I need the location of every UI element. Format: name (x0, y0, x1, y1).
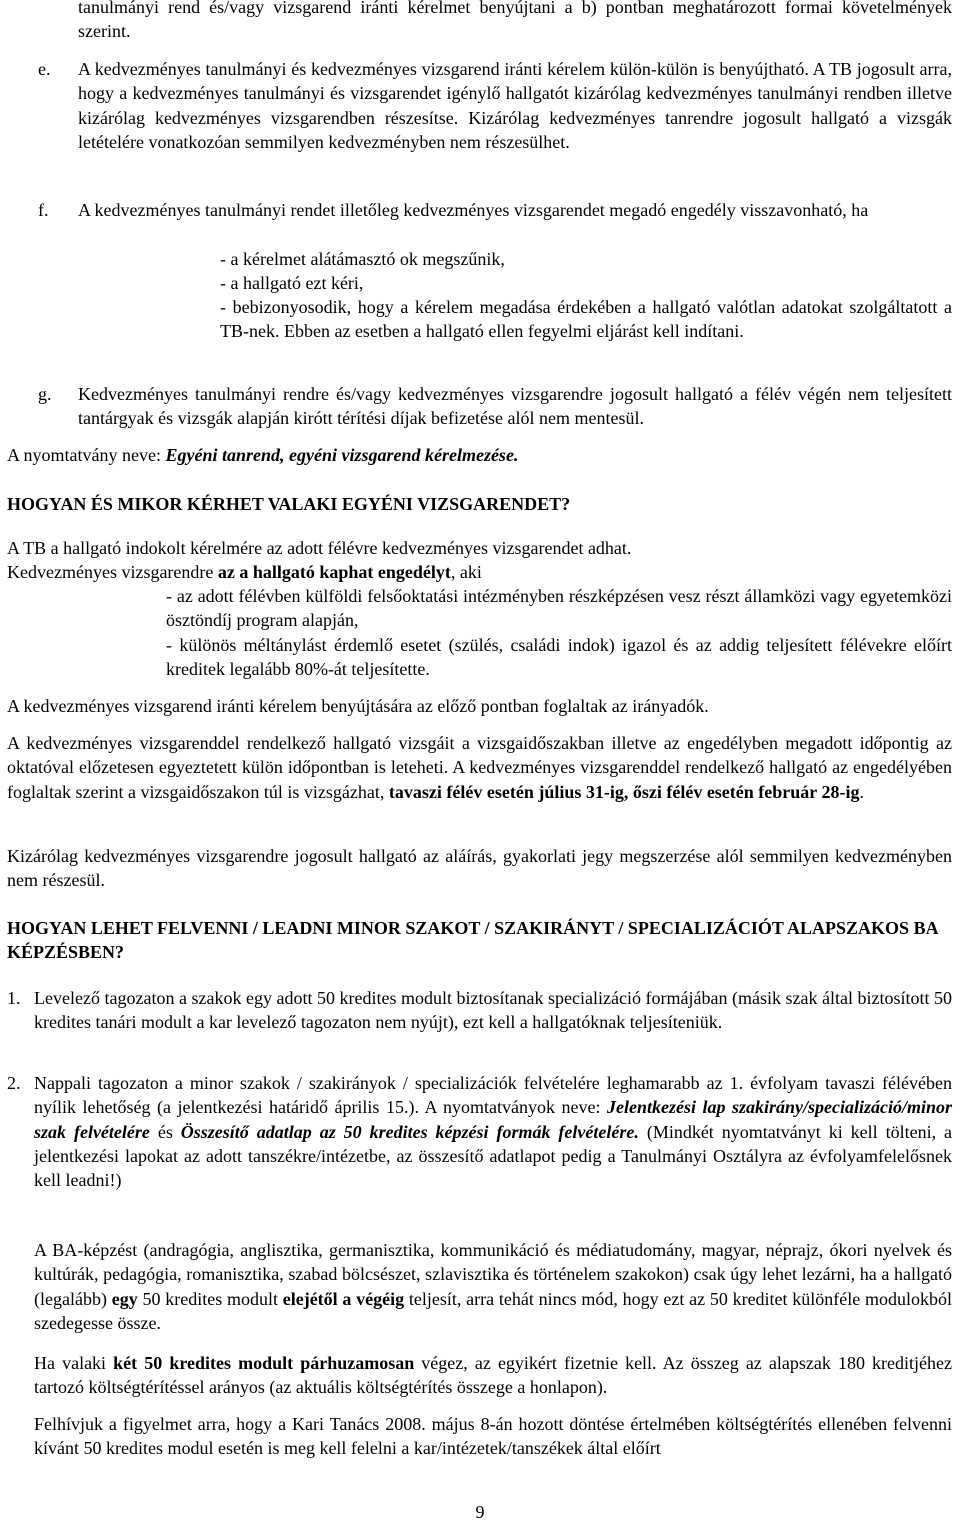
s4-paragraph: Kizárólag kedvezményes vizsgarendre jogosult hallgató az aláírás, gyakorlati jegy megszerzése alól semmilyen kedvezményben nem részesül. (7, 846, 952, 891)
item-g-paragraph: Kedvezményes tanulmányi rendre és/vagy kedvezményes vizsgarendre jogosult hallgató a félév végén nem teljesített tantárgyak és vizsgák alapján kirótt térítési díjak befizetése alól nem mentesül. (78, 384, 952, 429)
s3-bold-dates: tavaszi félév esetén július 31-ig, őszi félév esetén február 28-ig (388, 781, 860, 802)
continuation-paragraph: tanulmányi rend és/vagy vizsgarend iránti kérelmet benyújtani a b) pontban meghatározott formai követelmények szerint. (78, 0, 952, 42)
s2-paragraph: A kedvezményes vizsgarend iránti kérelem benyújtására az előző pontban foglaltak az irányadók. (7, 696, 709, 716)
kari-tanacs-paragraph: Felhívjuk a figyelmet arra, hogy a Kari Tanács 2008. május 8-án hozott döntése értelmében költségtérítés ellenében felvenni kívánt 50 kredites modul esetén is meg kell felelni a kar/intézetek/tanszékek által előírt (34, 1414, 952, 1459)
item-f-dash-2: - a hallgató ezt kéri, (220, 273, 364, 293)
two-modules-paragraph: Ha valaki két 50 kredites modult párhuzamosan végez, az egyikért fizetnie kell. Az összeg az alapszak 180 kreditjéhez tartozó költségtérítéssel arányos (az aktuális költségtérítés összege a honlapon). (34, 1353, 952, 1398)
s1-bold: az a hallgató kaphat engedélyt (217, 562, 451, 582)
item-e-paragraph: A kedvezményes tanulmányi és kedvezményes vizsgarend iránti kérelem külön-külön is benyújtható. A TB jogosult arra, hogy a kedvezményes tanulmányi és vizsgarendet igénylő hallgatót kizárólag kedvezményes tanulmányi rendben illetve kizárólag kedvezményes vizsgarendben részesítse. Kizárólag kedvezményes tanrendre jogosult hallgató a vizsgák letételére vonatkozóan semmilyen kedvezményben nem részesülhet. (78, 59, 952, 152)
item-e-label: e. (38, 59, 51, 79)
form-osszesito-adatlap: Összesítő adatlap az 50 kredites képzési formák felvételére. (180, 1121, 639, 1142)
s1-bullet-2: - különös méltánylást érdemlő esetet (szülés, családi indok) igazol és az addig teljesített félévekre előírt kreditek legalább 80%-át teljesítette. (166, 635, 952, 680)
s1-bullet-1: - az adott félévben külföldi felsőoktatási intézményben részképzésen vesz részt államközi vagy egyetemközi ösztöndíj program alapján, (166, 586, 952, 631)
heading-vizsgarend: HOGYAN ÉS MIKOR KÉRHET VALAKI EGYÉNI VIZSGARENDET? (7, 494, 571, 514)
item-f-dash-3: - bebizonyosodik, hogy a kérelem megadása érdekében a hallgató valótlan adatokat szolgáltatott a TB-nek. Ebben az esetben a hallgató ellen fegyelmi eljárást kell indítani. (220, 297, 952, 342)
form-name-line (7, 443, 952, 467)
form-name: Egyéni tanrend, egyéni vizsgarend kérelmezése. (165, 445, 519, 465)
ba-paragraph: A BA-képzést (andragógia, anglisztika, germanisztika, kommunikáció és médiatudomány, magyar, néprajz, ókori nyelvek és kultúrák, pedagógia, romanisztika, szabad bölcsészet, szlavisztika és történelem szakokon) csak úgy lehet lezárni, ha a hallgató (legalább) egy 50 kredites modult elejétől a végéig teljesít, arra tehát nincs mód, hogy ezt az 50 kreditet különféle modulokból szedegesse össze. (34, 1240, 953, 1333)
item-2-paragraph: Nappali tagozaton a minor szakok / szakirányok / specializációk felvételére leghamarabb az 1. évfolyam tavaszi félévében nyílik lehetőség (a jelentkezési határidő április 15.). A nyomtatványok neve: Jelentkezési lap szakirány/specializáció/minor szak felvételére és Összesítő adatlap az 50 kredites képzési formák felvételére. (Mindkét nyomtatványt ki kell tölteni, a jelentkezési lapokat az adott tanszékre/intézetbe, az összesítő adatlapot pedig a Tanulmányi Osztályra az évfolyamfelelősnek kell leadni!) (34, 1073, 953, 1191)
item-g-label: g. (38, 384, 52, 404)
s1-line1: A TB a hallgató indokolt kérelmére az adott félévre kedvezményes vizsgarendet adhat. (7, 538, 632, 558)
s3-paragraph: A kedvezményes vizsgarenddel rendelkező hallgató vizsgáit a vizsgaidőszakban illetve az engedélyben megadott időpontig az oktatóval előzetesen egyeztetett külön időpontban is leteheti. A kedvezményes vizsgarenddel rendelkező hallgató az engedélyében foglaltak szerint a vizsgaidőszakon túl is vizsgázhat, tavaszi félév esetén július 31-ig, őszi félév esetén február 28-ig. (7, 733, 952, 802)
item-f-label: f. (38, 200, 49, 220)
s1-line2: Kedvezményes vizsgarendre az a hallgató kaphat engedélyt, aki (7, 562, 482, 582)
item-f-dash-1: - a kérelmet alátámasztó ok megszűnik, (220, 249, 505, 269)
form-name-prefix: A nyomtatvány neve: (7, 445, 166, 465)
heading-minor: HOGYAN LEHET FELVENNI / LEADNI MINOR SZAKOT / SZAKIRÁNYT / SPECIALIZÁCIÓT ALAPSZAKOS BA KÉPZÉSBEN? (7, 918, 938, 963)
item-1-paragraph: Levelező tagozaton a szakok egy adott 50 kredites modult biztosítanak specializáció formájában (másik szak által biztosított 50 kredites tanári modult a kar levelező tagozaton nem nyújt), ezt kell a hallgatóknak teljesíteniük. (34, 988, 952, 1033)
form-jelentkezesi-lap: Jelentkezési lap szakirány/specializáció/minor szak felvételére (34, 1097, 952, 1142)
item-f-intro: A kedvezményes tanulmányi rendet illetőleg kedvezményes vizsgarendet megadó engedély visszavonható, ha (78, 200, 869, 220)
item-1-label: 1. (7, 988, 21, 1008)
page-number: 9 (475, 1502, 485, 1522)
item-2-label: 2. (7, 1073, 21, 1093)
